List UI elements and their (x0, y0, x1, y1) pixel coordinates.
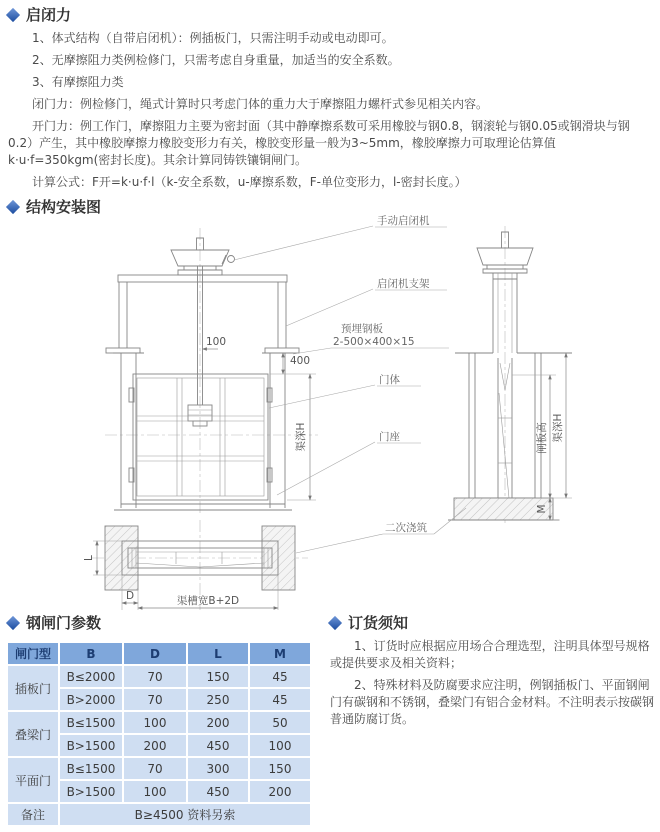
dim-sill-depth: M (536, 504, 548, 514)
table-cell-remark-value: B≥4500 资料另索 (60, 804, 310, 825)
dim-slot-length: L (83, 555, 95, 561)
section-title-text: 启闭力 (26, 6, 72, 24)
table-cell: 45 (250, 666, 310, 687)
table-cell: B>2000 (60, 689, 122, 710)
table-cell-gate-type: 叠梁门 (8, 712, 58, 756)
dim-channel-depth-side: 渠深H (552, 413, 564, 443)
front-view-drawing (105, 228, 318, 516)
label-secondary-pour: 二次浇筑 (385, 522, 427, 534)
table-cell: 450 (188, 735, 248, 756)
table-cell: 100 (124, 712, 186, 733)
section-operating-force (8, 4, 654, 196)
section-title-text: 订货须知 (348, 614, 409, 632)
installation-drawing (0, 208, 660, 620)
table-header-cell: L (188, 643, 248, 664)
label-manual-hoist: 手动启闭机 (377, 215, 430, 227)
table-cell: B≤1500 (60, 758, 122, 779)
diamond-icon (328, 615, 342, 629)
section-ordering-notes (330, 612, 654, 733)
table-cell: B≤1500 (60, 712, 122, 733)
table-cell-gate-type: 插板门 (8, 666, 58, 710)
diamond-icon (6, 7, 20, 21)
table-header-cell: D (124, 643, 186, 664)
dim-slot-width: D (125, 590, 135, 602)
section-title-text: 钢闸门参数 (26, 614, 102, 632)
table-cell: 100 (124, 781, 186, 802)
label-hoist-bracket: 启闭机支架 (377, 278, 430, 290)
diamond-icon (6, 615, 20, 629)
paragraph: 2、无摩擦阻力类例检修门，只需考虑自身重量，加适当的安全系数。 (32, 53, 400, 67)
dim-stem-offset: 100 (206, 336, 227, 348)
section-title-gate-parameters (8, 612, 320, 633)
table-cell: 450 (188, 781, 248, 802)
plan-view-drawing (83, 520, 308, 610)
label-gate-seat: 门座 (379, 431, 400, 443)
table-cell: 50 (250, 712, 310, 733)
paragraph: 闭门力：例检修门，绳式计算时只考虑门体的重力大于摩擦阻力螺杆式参见相关内容。 (32, 97, 489, 111)
table-cell: 250 (188, 689, 248, 710)
dim-channel-depth-front: 渠深H (295, 422, 307, 452)
table-cell: 200 (188, 712, 248, 733)
table-cell: 100 (250, 735, 310, 756)
section-title-operating-force (8, 4, 654, 25)
table-cell: 45 (250, 689, 310, 710)
table-header-cell: M (250, 643, 310, 664)
section-gate-parameters (8, 612, 320, 825)
table-cell: B>1500 (60, 735, 122, 756)
paragraph: 开门力：例工作门，摩擦阻力主要为密封面（其中静摩擦系数可采用橡胶与钢0.8，钢滚轮与钢0.05或钢滑块与钢0.2）产生，其中橡胶摩擦力橡胶变形力有关，橡胶变形量一般为3~5mm，橡胶摩擦力可取理论估算值k·u·f=350kgm(密封长度)。其余计算同铸铁镶铜闸门。 (8, 119, 630, 167)
paragraph: 2、特殊材料及防腐要求应注明，例钢插板门、平面钢闸门有碳钢和不锈钢，叠梁门有铝合金材料。不注明表示按碳钢普通防腐订货。 (330, 678, 655, 726)
table-cell: 70 (124, 689, 186, 710)
table-cell-remark-label: 备注 (8, 804, 58, 825)
paragraph: 计算公式：F开=k·u·f·l（k-安全系数，u-摩擦系数，F-单位变形力，l-密封长度。） (32, 175, 467, 189)
label-embedded-plate-spec: 2-500×400×15 (333, 336, 415, 348)
side-view-drawing (448, 226, 572, 523)
section-title-ordering-notes (330, 612, 654, 633)
table-cell: 70 (124, 666, 186, 687)
table-cell: 150 (250, 758, 310, 779)
table-cell-gate-type: 平面门 (8, 758, 58, 802)
dim-gate-height: 闸板高 (536, 422, 548, 454)
paragraph: 1、订货时应根据应用场合合理选型，注明具体型号规格或提供要求及相关资料； (330, 639, 650, 670)
table-cell: 200 (124, 735, 186, 756)
dim-top-clearance: 400 (290, 355, 311, 367)
table-header-cell: B (60, 643, 122, 664)
drawing-labels (234, 214, 466, 553)
section-title-text: 结构安装图 (26, 198, 102, 216)
table-cell: B>1500 (60, 781, 122, 802)
paragraph: 1、体式结构（自带启闭机）：例插板门，只需注明手动或电动即可。 (32, 31, 394, 45)
table-cell: 70 (124, 758, 186, 779)
gate-parameters-table (8, 643, 308, 825)
table-cell: B≤2000 (60, 666, 122, 687)
table-cell: 150 (188, 666, 248, 687)
label-gate-body: 门体 (379, 374, 400, 386)
table-header-cell: 闸门型 (8, 643, 58, 664)
table-cell: 200 (250, 781, 310, 802)
label-embedded-plate: 预埋钢板 (341, 323, 383, 335)
paragraph: 3、有摩擦阻力类 (32, 75, 124, 89)
dim-channel-slot-width: 渠槽宽B+2D (176, 595, 240, 607)
table-cell: 300 (188, 758, 248, 779)
